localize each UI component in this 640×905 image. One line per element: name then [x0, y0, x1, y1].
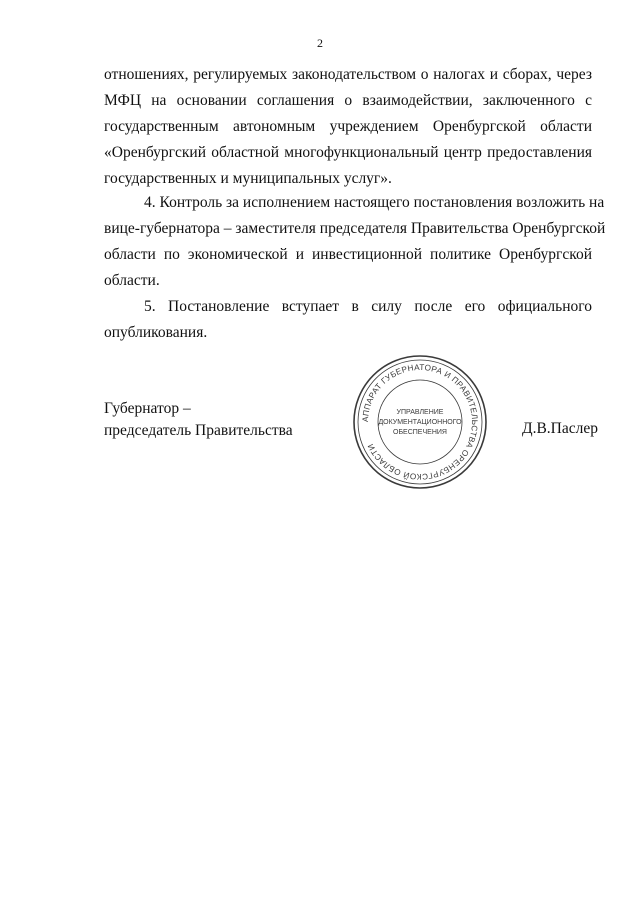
signatory-position	[104, 398, 293, 442]
signatory-name: Д.В.Паслер	[522, 420, 598, 437]
stamp-ring-text: АППАРАТ ГУБЕРНАТОРА И ПРАВИТЕЛЬСТВА ОРЕНБУРГСКОЙ ОБЛАСТИ	[360, 362, 480, 482]
position-line: Губернатор –	[104, 400, 191, 417]
text-line: МФЦ на основании соглашения о взаимодействии, заключенного с	[104, 92, 592, 109]
text-line: «Оренбургский областной многофункциональный центр предоставления	[104, 144, 592, 161]
paragraph-item-5	[104, 294, 592, 346]
paragraph-continuation	[104, 62, 592, 192]
text-line: отношениях, регулируемых законодательством о налогах и сборах, через	[104, 66, 592, 83]
paragraph-item-4	[104, 190, 606, 294]
official-stamp	[350, 352, 490, 492]
stamp-seal-icon	[350, 352, 490, 492]
text-line: области.	[104, 272, 160, 289]
text-line: опубликования.	[104, 324, 208, 341]
text-line: области по экономической и инвестиционной политике Оренбургской	[104, 246, 592, 263]
text-line: вице-губернатора – заместителя председателя Правительства Оренбургской	[104, 220, 606, 237]
page-number: 2	[317, 36, 323, 50]
stamp-center-text: УПРАВЛЕНИЕ	[396, 409, 444, 416]
text-line: государственных и муниципальных услуг».	[104, 170, 392, 187]
text-line: государственным автономным учреждением Оренбургской области	[104, 118, 592, 135]
position-line: председатель Правительства	[104, 422, 293, 439]
text-line: 4. Контроль за исполнением настоящего постановления возложить на	[144, 194, 605, 211]
stamp-center-text: ОБЕСПЕЧЕНИЯ	[393, 429, 447, 436]
text-line: 5. Постановление вступает в силу после его официального	[144, 298, 592, 315]
stamp-center-text: ДОКУМЕНТАЦИОННОГО	[378, 419, 462, 426]
